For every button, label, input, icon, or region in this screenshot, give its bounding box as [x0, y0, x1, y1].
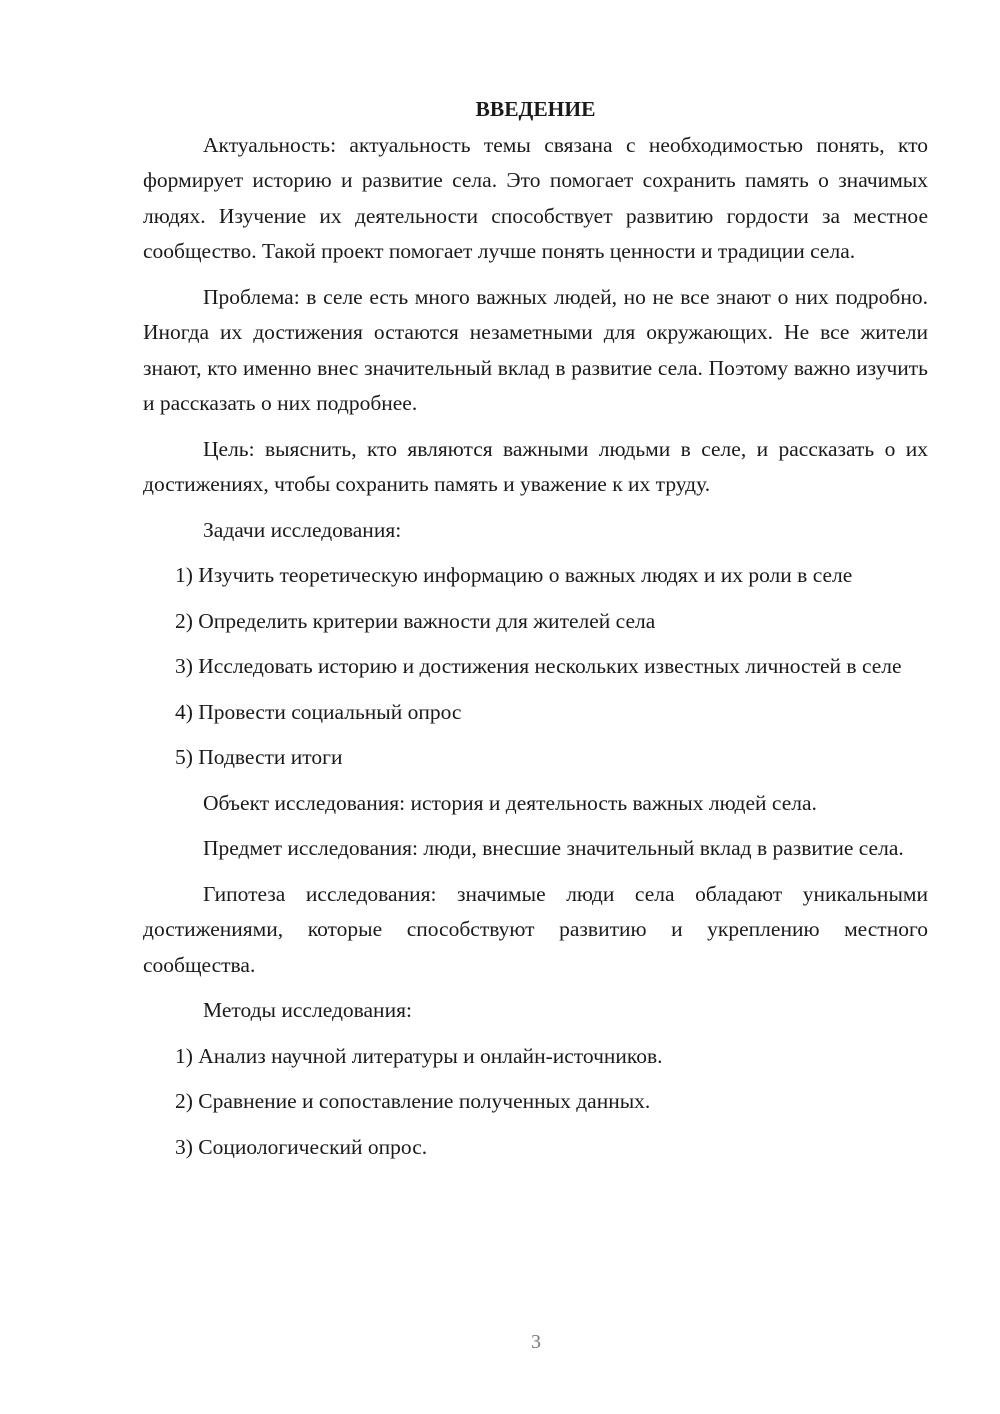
hypothesis-paragraph: Гипотеза исследования: значимые люди села обладают уникальными достижениями, которые способствуют развитию и укреплению местного сообщества.	[143, 881, 928, 977]
page-content	[143, 92, 928, 1165]
page-number: 3	[531, 1331, 541, 1353]
task-item-1: 1) Изучить теоретическую информацию о важных людях и их роли в селе	[175, 563, 853, 587]
task-item-5: 5) Подвести итоги	[175, 745, 343, 769]
goal-paragraph: Цель: выяснить, кто являются важными людьми в селе, и рассказать о их достижениях, чтобы сохранить память и уважение к их труду.	[143, 436, 928, 496]
task-item-3: 3) Исследовать историю и достижения нескольких известных личностей в селе	[175, 654, 902, 678]
relevance-paragraph: Актуальность: актуальность темы связана с необходимостью понять, кто формирует историю и развитие села. Это помогает сохранить память о значимых людях. Изучение их деятельности способствует развитию гордости за местное сообщество. Такой проект помогает лучше понять ценности и традиции села.	[143, 132, 928, 263]
task-item-4: 4) Провести социальный опрос	[175, 699, 462, 724]
method-item-1: 1) Анализ научной литературы и онлайн-источников.	[175, 1043, 663, 1068]
methods-heading: Методы исследования:	[203, 998, 412, 1022]
problem-paragraph: Проблема: в селе есть много важных людей, но не все знают о них подробно. Иногда их достижения остаются незаметными для окружающих. Не все жители знают, кто именно внес значительный вклад в развитие села. Поэтому важно изучить и рассказать о них подробнее.	[143, 284, 928, 415]
subject-paragraph: Предмет исследования: люди, внесшие значительный вклад в развитие села.	[203, 836, 904, 860]
task-item-2: 2) Определить критерии важности для жителей села	[175, 608, 656, 633]
object-paragraph: Объект исследования: история и деятельность важных людей села.	[203, 790, 817, 815]
method-item-2: 2) Сравнение и сопоставление полученных данных.	[175, 1089, 651, 1113]
page-title: ВВЕДЕНИЕ	[475, 97, 596, 121]
method-item-3: 3) Социологический опрос.	[175, 1134, 428, 1159]
tasks-heading: Задачи исследования:	[203, 517, 402, 542]
